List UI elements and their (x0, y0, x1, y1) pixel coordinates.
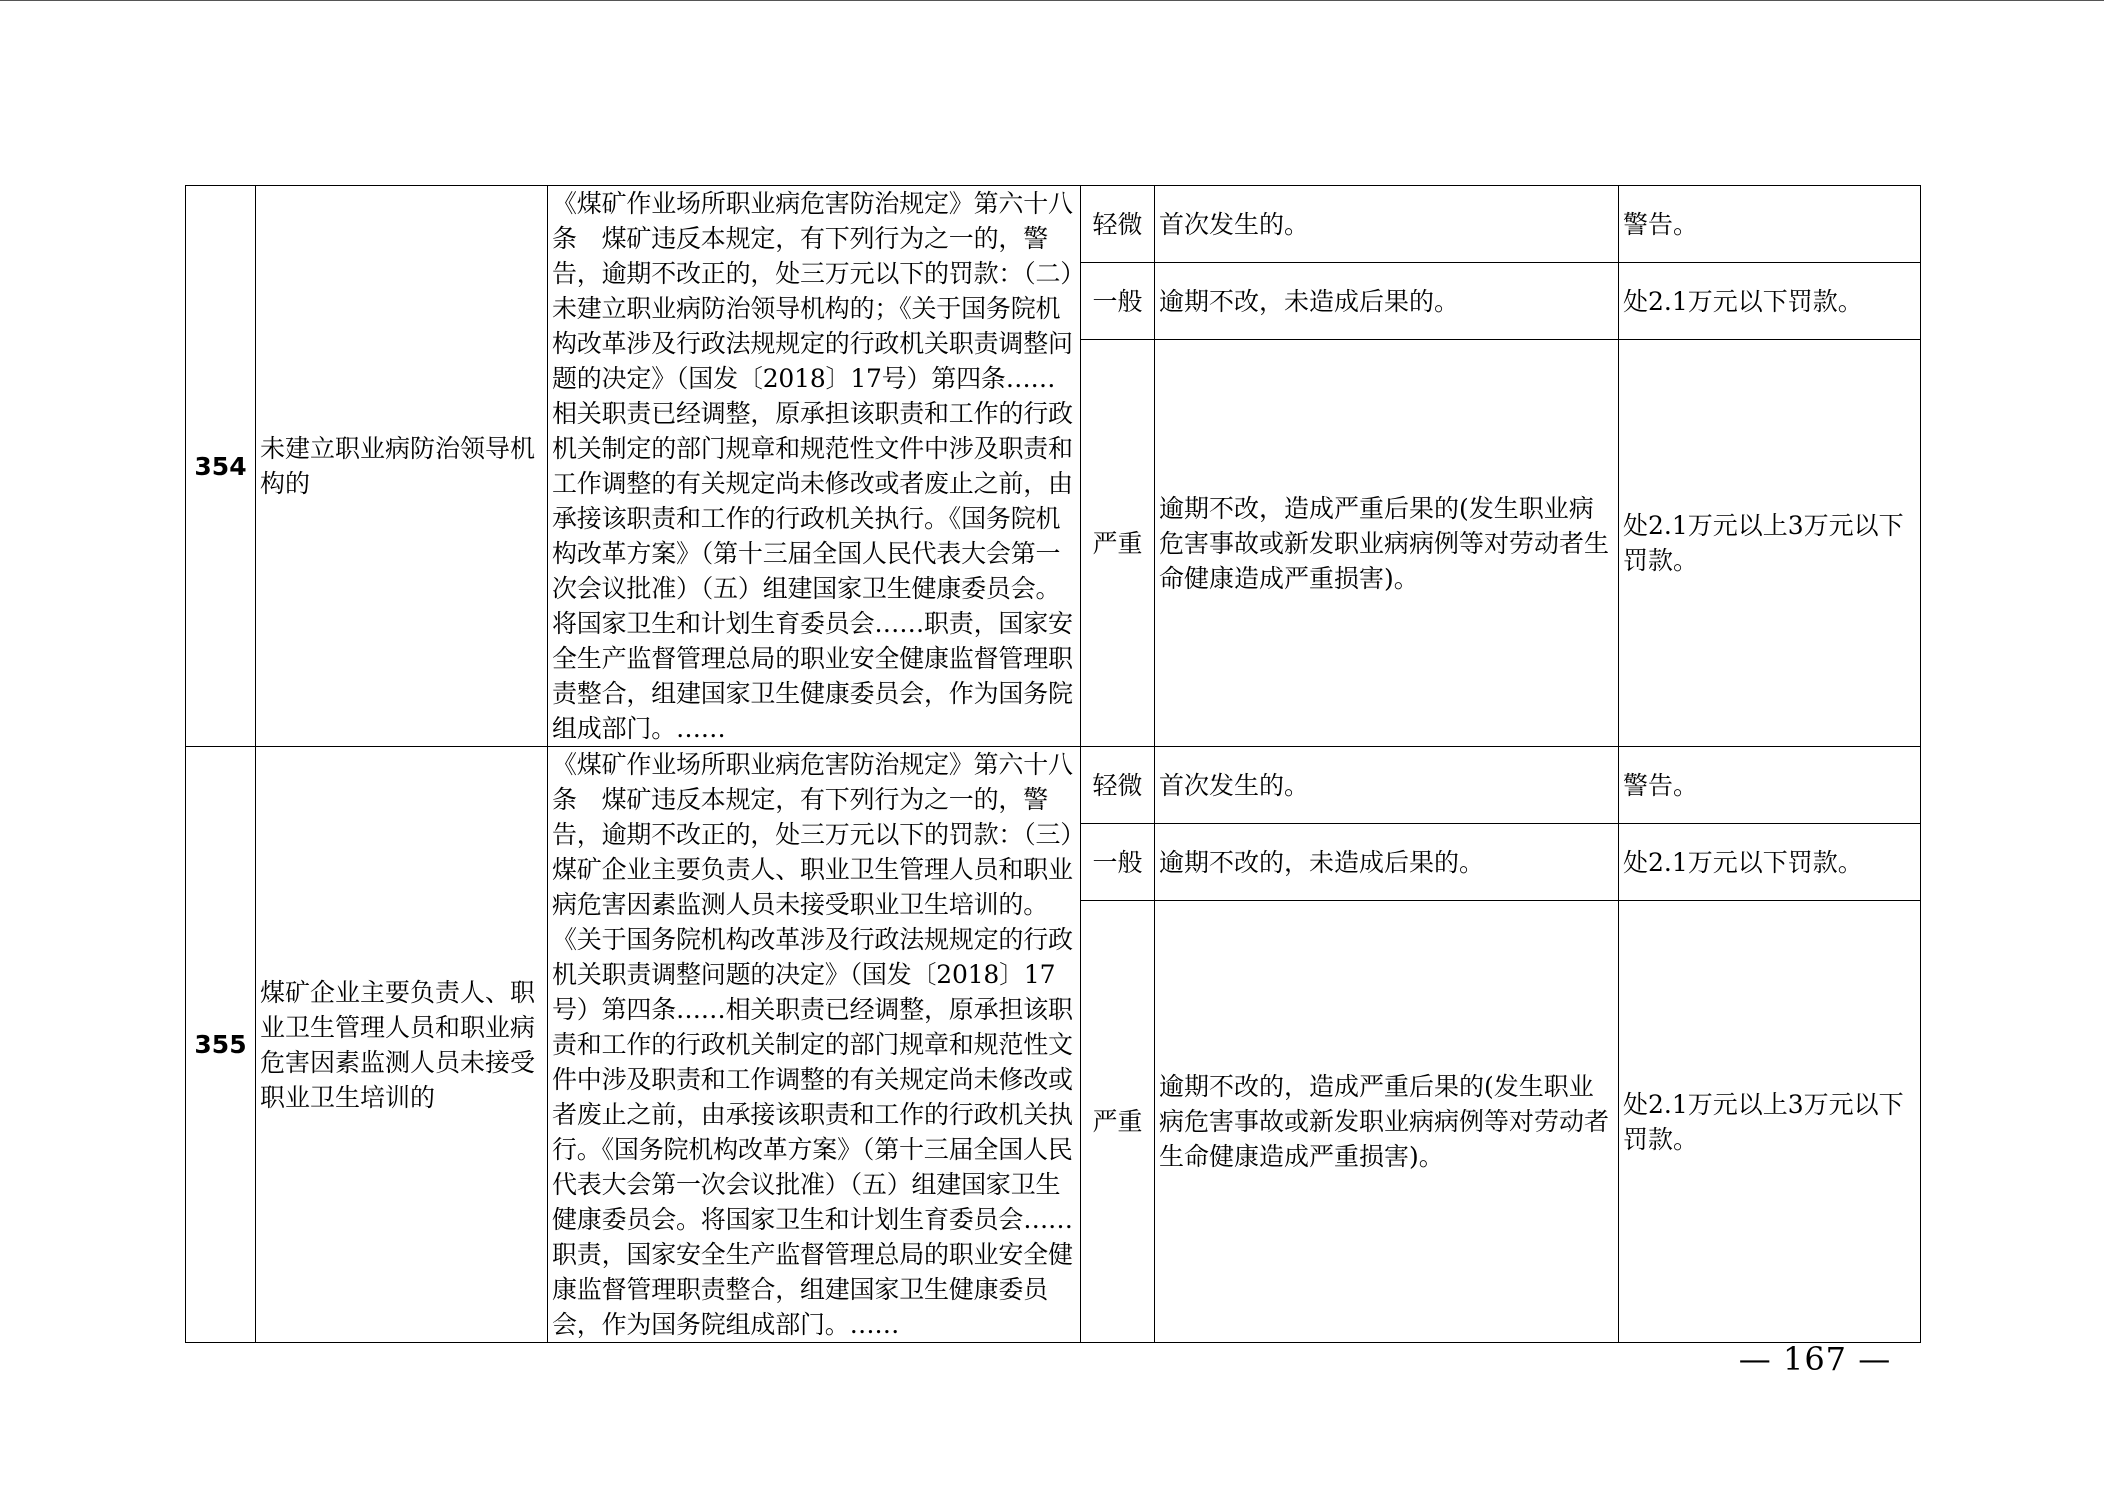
penalty-standard: 警告。 (1619, 747, 1921, 824)
legal-basis: 《煤矿作业场所职业病危害防治规定》第六十八条 煤矿违反本规定，有下列行为之一的，警告，逾期不改正的，处三万元以下的罚款：（三）煤矿企业主要负责人、职业卫生管理人员和职业病危害因素监测人员未接受职业卫生培训的。《关于国务院机构改革涉及行政法规规定的行政机关职责调整问题的决定》（国发〔2018〕17号）第四条……相关职责已经调整，原承担该职责和工作的行政机关制定的部门规章和规范性文件中涉及职责和工作调整的有关规定尚未修改或者废止之前，由承接该职责和工作的行政机关执行。《国务院机构改革方案》（第十三届全国人民代表大会第一次会议批准）（五）组建国家卫生健康委员会。将国家卫生和计划生育委员会……职责，国家安全生产监督管理总局的职业安全健康监督管理职责整合，组建国家卫生健康委员会，作为国务院组成部门。…… (548, 747, 1081, 1343)
severity-level: 严重 (1081, 901, 1155, 1343)
penalty-table (185, 185, 1921, 1343)
table-row (186, 747, 1921, 824)
violation-situation: 逾期不改的，未造成后果的。 (1155, 824, 1619, 901)
violation-situation: 逾期不改的，造成严重后果的(发生职业病危害事故或新发职业病病例等对劳动者生命健康造成严重损害)。 (1155, 901, 1619, 1343)
severity-level: 轻微 (1081, 186, 1155, 263)
penalty-standard: 警告。 (1619, 186, 1921, 263)
penalty-standard: 处2.1万元以下罚款。 (1619, 824, 1921, 901)
violation-situation: 首次发生的。 (1155, 186, 1619, 263)
violation-situation: 逾期不改，未造成后果的。 (1155, 263, 1619, 340)
penalty-standard: 处2.1万元以上3万元以下罚款。 (1619, 340, 1921, 747)
violation-item: 未建立职业病防治领导机构的 (256, 186, 548, 747)
severity-level: 一般 (1081, 263, 1155, 340)
page-number: — 167 — (1738, 1340, 1892, 1378)
legal-basis: 《煤矿作业场所职业病危害防治规定》第六十八条 煤矿违反本规定，有下列行为之一的，警告，逾期不改正的，处三万元以下的罚款：（二）未建立职业病防治领导机构的；《关于国务院机构改革涉及行政法规规定的行政机关职责调整问题的决定》（国发〔2018〕17号）第四条……相关职责已经调整，原承担该职责和工作的行政机关制定的部门规章和规范性文件中涉及职责和工作调整的有关规定尚未修改或者废止之前，由承接该职责和工作的行政机关执行。《国务院机构改革方案》（第十三届全国人民代表大会第一次会议批准）（五）组建国家卫生健康委员会。将国家卫生和计划生育委员会……职责，国家安全生产监督管理总局的职业安全健康监督管理职责整合，组建国家卫生健康委员会，作为国务院组成部门。…… (548, 186, 1081, 747)
table-row (186, 186, 1921, 263)
row-number: 355 (186, 747, 256, 1343)
penalty-standard: 处2.1万元以下罚款。 (1619, 263, 1921, 340)
violation-item: 煤矿企业主要负责人、职业卫生管理人员和职业病危害因素监测人员未接受职业卫生培训的 (256, 747, 548, 1343)
penalty-standard: 处2.1万元以上3万元以下罚款。 (1619, 901, 1921, 1343)
violation-situation: 逾期不改，造成严重后果的(发生职业病危害事故或新发职业病病例等对劳动者生命健康造成严重损害)。 (1155, 340, 1619, 747)
page-top-border (0, 0, 2104, 1)
severity-level: 严重 (1081, 340, 1155, 747)
severity-level: 一般 (1081, 824, 1155, 901)
violation-situation: 首次发生的。 (1155, 747, 1619, 824)
severity-level: 轻微 (1081, 747, 1155, 824)
row-number: 354 (186, 186, 256, 747)
